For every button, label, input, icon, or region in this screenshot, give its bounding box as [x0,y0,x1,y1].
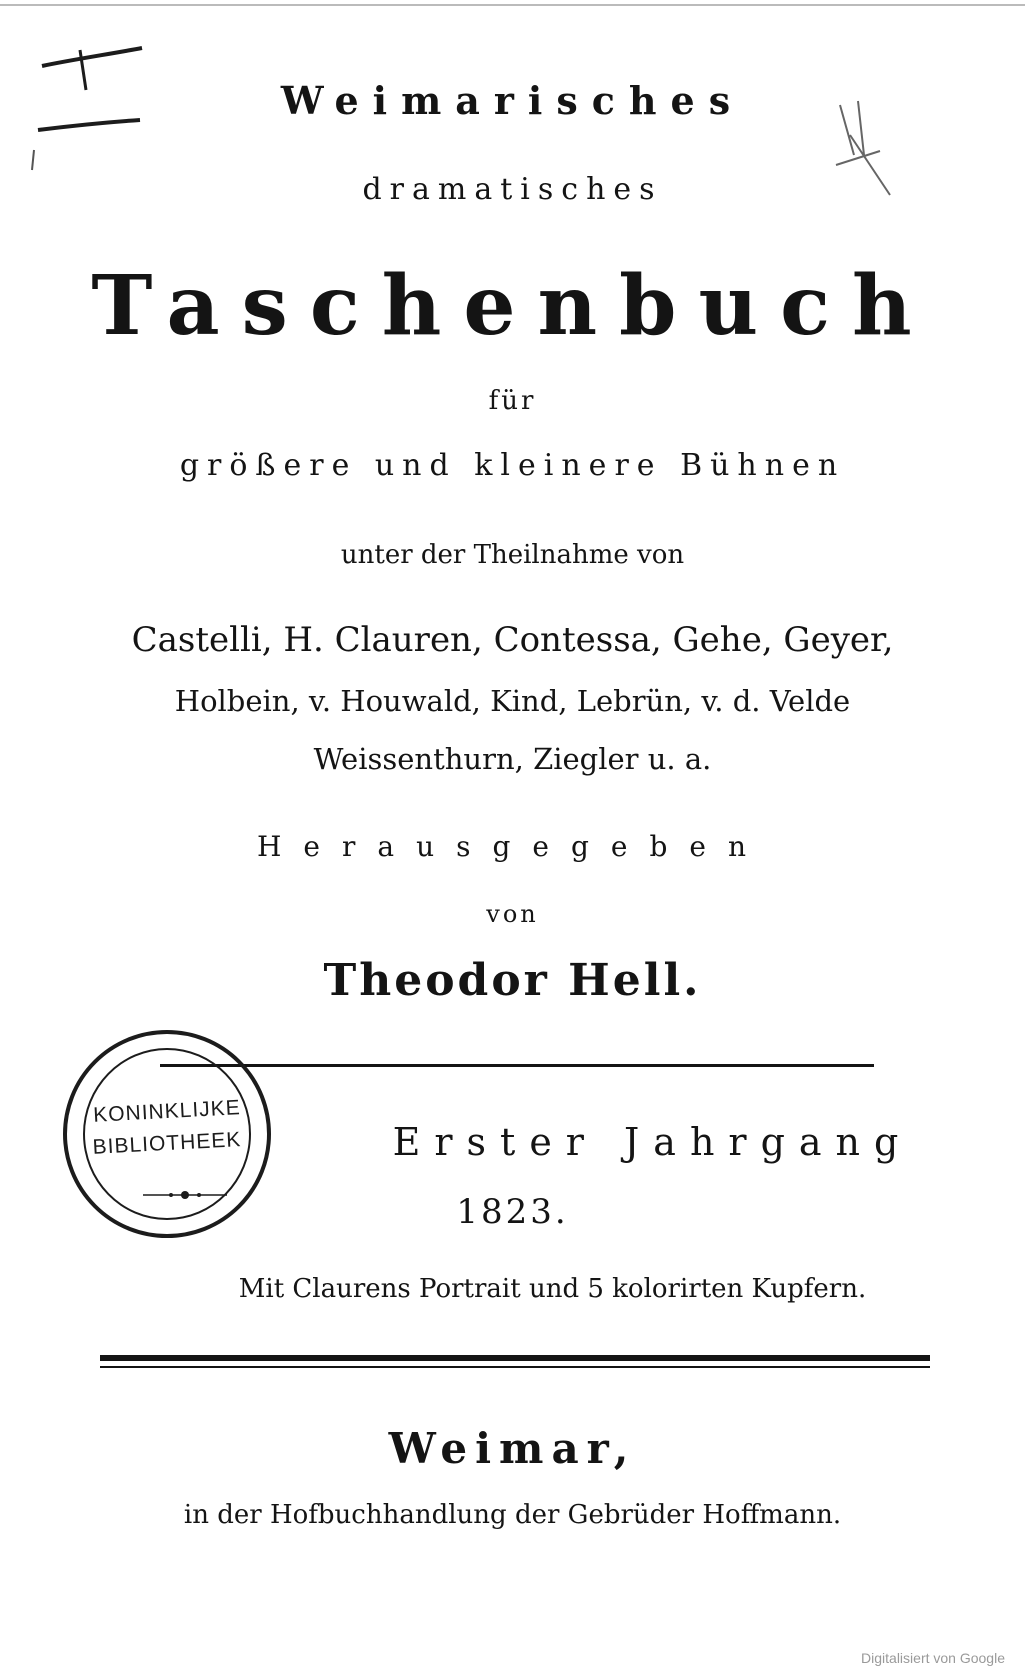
stamp-line-1: KONINKLIJKE [92,1096,242,1127]
plates-note: Mit Claurens Portrait und 5 kolorirten Kupfern. [238,1274,867,1304]
subtitle-theilnahme: unter der Theilnahme von [340,540,685,570]
imprint-place: Weimar, [388,1424,637,1473]
imprint-publisher: in der Hofbuchhandlung der Gebrüder Hoffmann. [183,1500,842,1530]
top-edge-line [0,4,1025,6]
editor-von: von [486,900,539,928]
rule-above-edition [160,1064,874,1067]
main-title: Taschenbuch [91,258,934,354]
subtitle-buehnen: größere und kleinere Bühnen [179,448,846,483]
editor-intro: Herausgegeben [257,830,768,863]
editor-name: Theodor Hell. [323,955,702,1006]
stamp-ornament-icon [141,1188,229,1202]
double-rule-thin [100,1366,930,1368]
title-line-2: dramatisches [362,172,663,207]
digitization-watermark: Digitalisiert von Google [861,1650,1005,1666]
edition-year: 1823. [456,1192,569,1232]
edition-label: Erster Jahrgang [392,1120,913,1164]
contributors-line-2: Holbein, v. Houwald, Kind, Lebrün, v. d. Velde [174,684,851,718]
title-line-1: Weimarisches [280,78,745,123]
library-stamp-inner-ring [83,1048,251,1220]
title-line-fuer: für [488,386,537,416]
double-rule-thick [100,1355,930,1361]
contributors-line-3: Weissenthurn, Ziegler u. a. [313,742,712,776]
stamp-line-2: BIBLIOTHEEK [92,1128,242,1159]
library-stamp [63,1030,271,1238]
contributors-line-1: Castelli, H. Clauren, Contessa, Gehe, Geyer, [131,620,894,660]
